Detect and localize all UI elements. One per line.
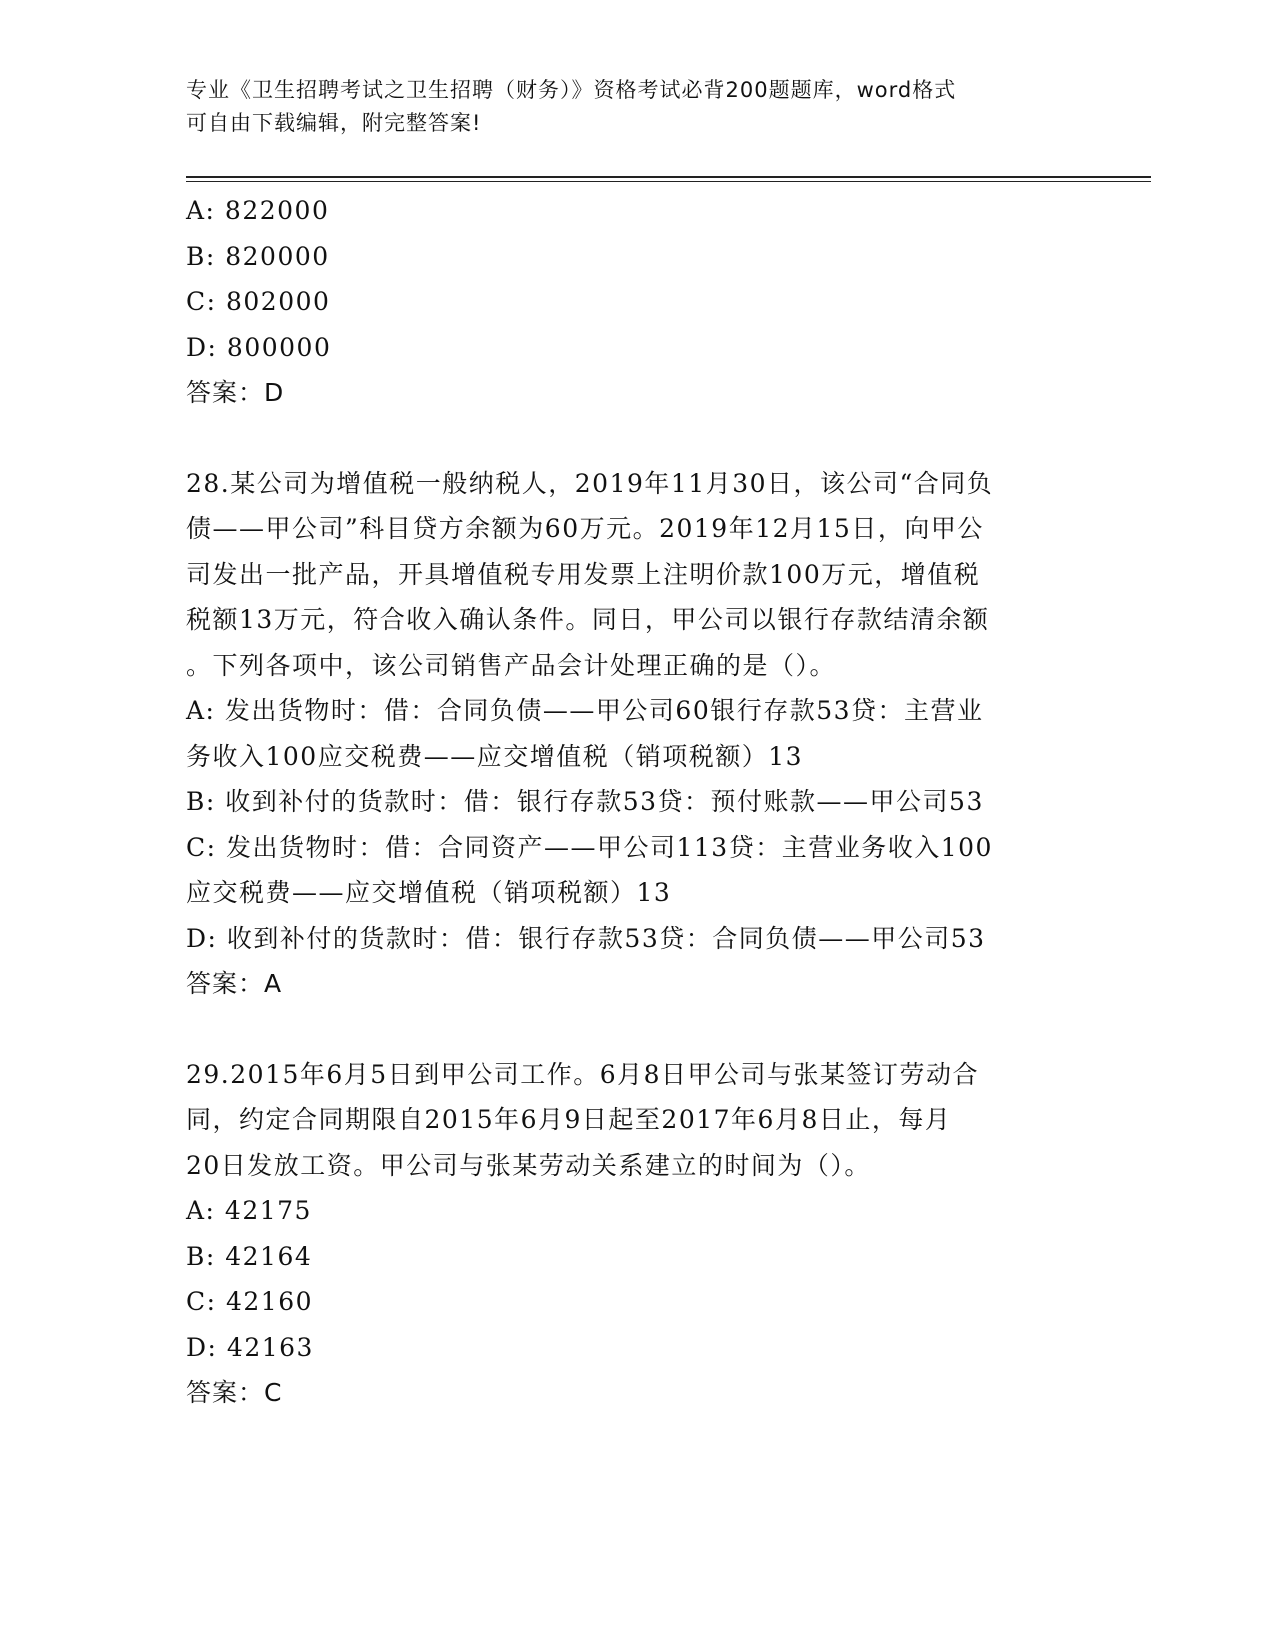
answer: 答案：D [186,378,285,407]
option-b: B: 收到补付的货款时：借：银行存款53贷：预付账款——甲公司53 [186,787,984,816]
header-rule-thick [186,176,1151,178]
question-stem-line: 20日发放工资。甲公司与张某劳动关系建立的时间为（）。 [186,1150,871,1180]
option-d: D: 收到补付的货款时：借：银行存款53贷：合同负债——甲公司53 [186,923,986,953]
answer: 答案：A [186,969,283,998]
header-rule-thin [186,181,1151,182]
option-b: B: 42164 [186,1241,313,1271]
option-c: C: 42160 [186,1287,314,1316]
option-a: A: 发出货物时：借：合同负债——甲公司60银行存款53贷：主营业 [186,696,984,725]
question-stem-line: 。下列各项中，该公司销售产品会计处理正确的是（）。 [186,650,837,680]
option-b: B: 820000 [186,241,330,271]
option-c: C: 发出货物时：借：合同资产——甲公司113贷：主营业务收入100 [186,832,993,862]
spacer [186,416,1086,461]
option-d: D: 42163 [186,1332,314,1362]
option-c: C: 802000 [186,287,331,316]
document-body [186,188,1086,1416]
answer: 答案：C [186,1378,283,1407]
document-header [186,74,1066,140]
question-stem-line: 29.2015年6月5日到甲公司工作。6月8日甲公司与张某签订劳动合 [186,1059,980,1089]
header-line-1: 专业《卫生招聘考试之卫生招聘（财务）》资格考试必背200题题库，word格式 [186,78,957,102]
option-d: D: 800000 [186,332,332,362]
header-line-2: 可自由下载编辑，附完整答案! [186,111,482,135]
question-stem-line: 债——甲公司”科目贷方余额为60万元。2019年12月15日，向甲公 [186,514,984,543]
question-stem-line: 税额13万元，符合收入确认条件。同日，甲公司以银行存款结清余额 [186,605,990,634]
option-a: A: 822000 [186,196,330,225]
option-a: A: 42175 [186,1196,312,1225]
option-a-continued: 务收入100应交税费——应交增值税（销项税额）13 [186,741,804,771]
question-stem-line: 司发出一批产品，开具增值税专用发票上注明价款100万元，增值税 [186,559,981,589]
question-stem-line: 同，约定合同期限自2015年6月9日起至2017年6月8日止，每月 [186,1105,952,1134]
option-c-continued: 应交税费——应交增值税（销项税额）13 [186,878,672,907]
question-29 [186,1052,1086,1416]
question-stem-line: 28.某公司为增值税一般纳税人，2019年11月30日，该公司“合同负 [186,468,994,498]
question-28 [186,461,1086,1007]
question-27 [186,188,1086,416]
spacer [186,1007,1086,1052]
